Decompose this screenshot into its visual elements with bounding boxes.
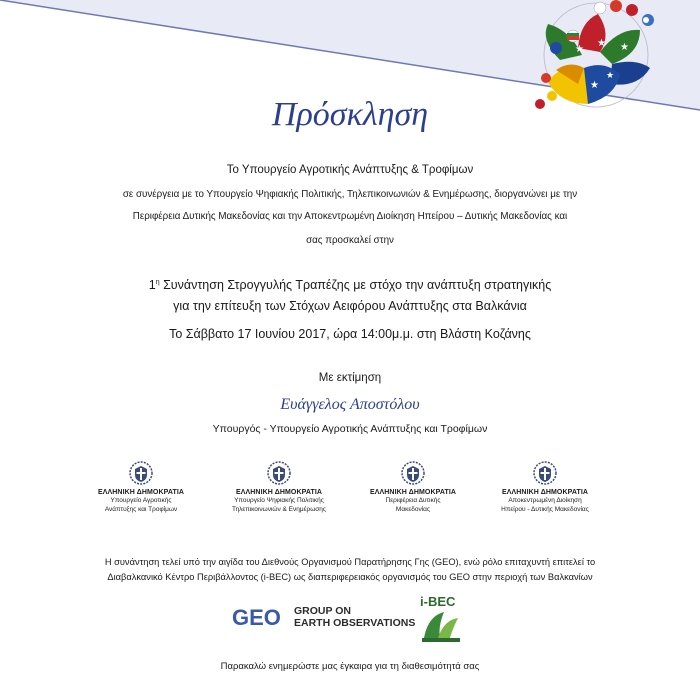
invitation-title: Πρόσκληση — [271, 96, 429, 133]
entity-line-1: Υπουργείο Αγροτικής — [110, 497, 172, 504]
geo-line-2: EARTH OBSERVATIONS — [294, 617, 416, 629]
meeting-title-line-2: για την επίτευξη των Στόχων Αειφόρου Ανάπτυξης στα Βαλκάνια — [173, 299, 527, 313]
organizer-digital-policy — [204, 460, 354, 514]
ibec-logo — [414, 594, 466, 646]
geo-line-1: GROUP ON — [294, 605, 351, 617]
host-ministry: Το Υπουργείο Αγροτικής Ανάπτυξης & Τροφίμων — [226, 164, 474, 176]
entity-name: ΕΛΛΗΝΙΚΗ ΔΗΜΟΚΡΑΤΙΑ — [97, 489, 185, 496]
entity-line-1: Περιφέρεια Δυτικής — [385, 497, 441, 504]
meeting-title-line-1: $1^\eta$ Συνάντηση Στρογγυλής Τραπέζης με στόχο την ανάπτυξη στρατηγικής — [148, 278, 552, 292]
svg-text:★: ★ — [620, 42, 629, 53]
greek-emblem-icon — [400, 460, 426, 486]
geo-logo — [232, 604, 415, 630]
svg-text:★: ★ — [597, 38, 606, 49]
organizer-agriculture — [66, 460, 216, 514]
entity-line-2: Τηλεπικοινωνιών & Ενημέρωσης — [231, 506, 327, 513]
geo-mark-icon — [232, 604, 288, 630]
cooperation-line-3: σας προσκαλεί στην — [306, 235, 394, 246]
svg-text:★: ★ — [606, 71, 615, 81]
meeting-date-line: Το Σάββατο 17 Ιουνίου 2017, ώρα 14:00μ.μ. στη Βλάστη Κοζάνης — [169, 327, 531, 341]
ibec-mark: i-BEC — [420, 594, 456, 609]
entity-line-1: Υπουργείο Ψηφιακής Πολιτικής — [234, 497, 324, 504]
svg-text:★: ★ — [575, 44, 584, 55]
geo-mark: GEO — [232, 605, 281, 630]
entity-line-2: Ανάπτυξης και Τροφίμων — [104, 506, 178, 513]
greek-emblem-icon — [128, 460, 154, 486]
greek-emblem-icon — [266, 460, 292, 486]
auspices-note-line-1: Η συνάντηση τελεί υπό την αιγίδα του Διεθνούς Οργανισμού Παρατήρησης Γης (GEO), ενώ ρόλο επιταχυντή επιτελεί το — [104, 557, 596, 567]
entity-name: ΕΛΛΗΝΙΚΗ ΔΗΜΟΚΡΑΤΙΑ — [369, 489, 457, 496]
auspices-note-line-2: Διαβαλκανικό Κέντρο Περιβάλλοντος (i-BEC) ως διαπεριφερειακός οργανισμός του GEO στην περιοχή των Βαλκανίων — [107, 572, 593, 582]
entity-line-2: Μακεδονίας — [395, 506, 431, 513]
entity-name: ΕΛΛΗΝΙΚΗ ΔΗΜΟΚΡΑΤΙΑ — [501, 489, 589, 496]
greek-emblem-icon — [532, 460, 558, 486]
regards: Με εκτίμηση — [318, 372, 382, 384]
signatory-name: Ευάγγελος Αποστόλου — [280, 396, 420, 413]
entity-line-2: Ηπείρου - Δυτικής Μακεδονίας — [501, 506, 589, 513]
organizer-decentralized-administration — [470, 460, 620, 514]
rsvp-footer: Παρακαλώ ενημερώστε μας έγκαιρα για τη διαθεσιμότητά σας — [220, 661, 480, 672]
cooperation-line-2: Περιφέρεια Δυτικής Μακεδονίας και την Αποκεντρωμένη Διοίκηση Ηπείρου – Δυτικής Μακεδονίας και — [132, 211, 568, 222]
cooperation-line-1: σε συνέργεια με το Υπουργείο Ψηφιακής Πολιτικής, Τηλεπικοινωνιών & Ενημέρωσης, διοργανώνει με την — [122, 189, 578, 200]
entity-name: ΕΛΛΗΝΙΚΗ ΔΗΜΟΚΡΑΤΙΑ — [235, 489, 323, 496]
organizer-region-west-macedonia — [338, 460, 488, 514]
entity-line-1: Αποκεντρωμένη Διοίκηση — [508, 497, 582, 504]
svg-text:★: ★ — [590, 80, 599, 91]
signatory-title: Υπουργός - Υπουργείο Αγροτικής Ανάπτυξης και Τροφίμων — [212, 423, 488, 435]
